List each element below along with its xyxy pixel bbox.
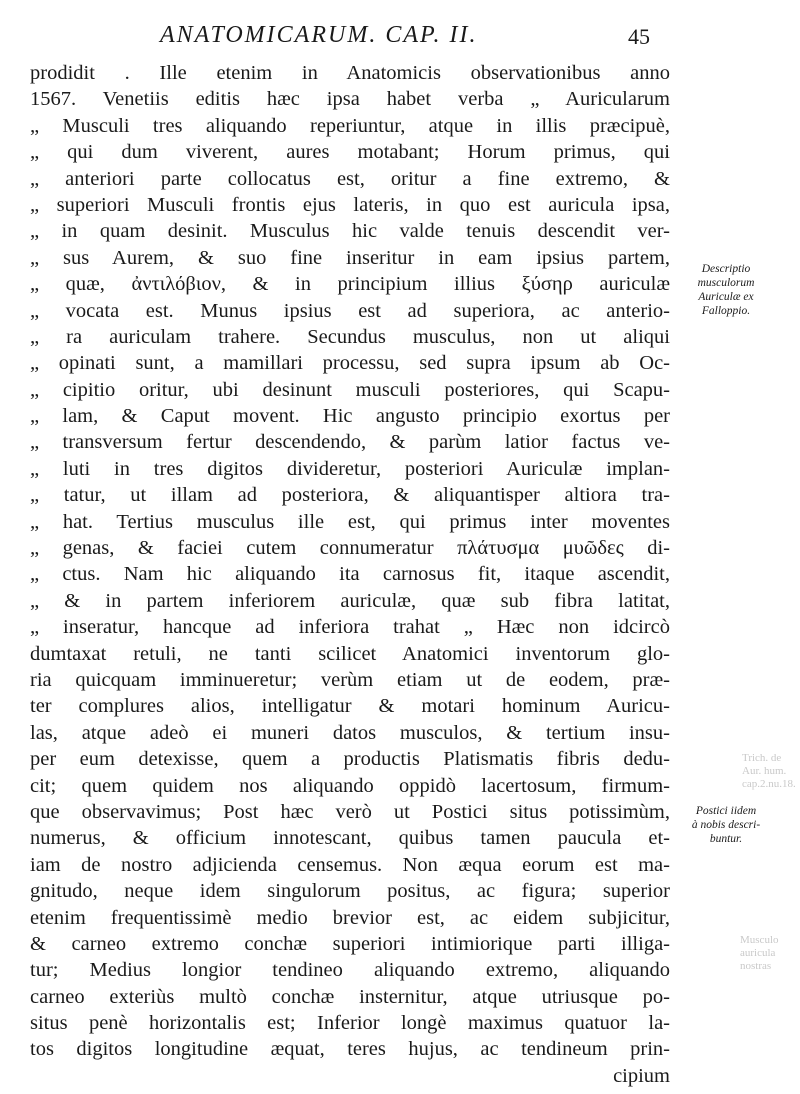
- text-line: „ hat. Tertius musculus ille est, qui primus inter moventes: [30, 510, 670, 533]
- text-line: cit; quem quidem nos aliquando oppidò lacertosum, firmum-: [30, 774, 670, 797]
- text-line: „ in quam desinit. Musculus hic valde tenuis descendit ver-: [30, 220, 670, 243]
- text-line: carneo exteriùs multò conchæ insternitur, atque utriusque po-: [30, 985, 670, 1008]
- text-line: „ opinati sunt, a mamillari processu, sed supra ipsum ab Oc-: [30, 352, 670, 375]
- text-line: „ inseratur, hancque ad inferiora trahat „ Hæc non idcircò: [30, 616, 670, 639]
- text-line: „ Musculi tres aliquando reperiuntur, atque in illis præcipuè,: [30, 114, 670, 137]
- text-line: „ transversum fertur descendendo, & parùm latior factus ve-: [30, 431, 670, 454]
- text-line: „ superiori Musculi frontis ejus lateris, in quo est auricula ipsa,: [30, 193, 670, 216]
- text-line: „ lam, & Caput movent. Hic angusto principio exortus per: [30, 405, 670, 428]
- margin-note-line: musculorum: [697, 277, 755, 289]
- text-line: las, atque adeò ei muneri datos musculos, & tertium insu-: [30, 721, 670, 744]
- text-line: cipium: [613, 1064, 670, 1087]
- text-line: ria quicquam imminueretur; verùm etiam ut de eodem, præ-: [30, 668, 670, 691]
- bleed-line: Trich. de: [742, 752, 782, 764]
- text-line: „ ra auriculam trahere. Secundus musculus, non ut aliqui: [30, 325, 670, 348]
- header-title: ANATOMICARUM. CAP. II.: [160, 22, 478, 48]
- text-line: que observavimus; Post hæc verò ut Postici situs potissimùm,: [30, 800, 670, 823]
- bleed-line: auricula: [740, 947, 776, 959]
- text-line: „ anteriori parte collocatus est, oritur a fine extremo, &: [30, 167, 670, 190]
- text-line: „ & in partem inferiorem auriculæ, quæ sub fibra latitat,: [30, 589, 670, 612]
- text-line: tur; Medius longior tendineo aliquando extremo, aliquando: [30, 959, 670, 982]
- text-line: „ ctus. Nam hic aliquando ita carnosus fit, itaque ascendit,: [30, 563, 670, 586]
- margin-note-line: à nobis descri-: [691, 819, 761, 831]
- running-header: [160, 22, 650, 54]
- margin-note-line: Falloppio.: [701, 305, 751, 317]
- main-text-block: [30, 60, 670, 1089]
- bleed-line: Musculo: [740, 934, 779, 946]
- text-line: iam de nostro adjicienda censemus. Non æqua eorum est ma-: [30, 853, 670, 876]
- bleed-through-text-top: [742, 752, 796, 791]
- margin-note-line: Descriptio: [701, 263, 751, 275]
- text-line: „ genas, & faciei cutem connumeratur πλάτυσμα μυῶδες di-: [30, 537, 670, 560]
- bleed-line: Aur. hum.: [742, 765, 787, 777]
- text-line: etenim frequentissimè medio brevior est, ac eidem subjicitur,: [30, 906, 670, 929]
- text-line: „ tatur, ut illam ad posteriora, & aliquantisper altiora tra-: [30, 484, 670, 507]
- text-line: & carneo extremo conchæ superiori intimiorique parti illiga-: [30, 932, 670, 955]
- text-line: „ cipitio oritur, ubi desinunt musculi posteriores, qui Scapu-: [30, 378, 670, 401]
- text-line: 1567. Venetiis editis hæc ipsa habet verba „ Auricularum: [30, 88, 670, 111]
- text-line: numerus, & officium innotescant, quibus tamen paucula et-: [30, 827, 670, 850]
- bleed-line: cap.2.nu.18.: [742, 778, 796, 790]
- margin-note-line: Postici iidem: [695, 805, 757, 817]
- text-line: prodidit . Ille etenim in Anatomicis observationibus anno: [30, 62, 670, 84]
- text-line: „ quæ, ἀντιλόβιον, & in principium illius ξύσηρ auriculæ: [30, 273, 670, 296]
- text-line: situs penè horizontalis est; Inferior longè maximus quatuor la-: [30, 1012, 670, 1035]
- text-line: ter complures alios, intelligatur & motari hominum Auricu-: [30, 695, 670, 718]
- text-line: „ luti in tres digitos divideretur, posteriori Auriculæ implan-: [30, 457, 670, 480]
- margin-note-line: buntur.: [709, 833, 743, 845]
- margin-note-description: [676, 262, 776, 318]
- text-line: dumtaxat retuli, ne tanti scilicet Anatomici inventorum glo-: [30, 642, 670, 665]
- margin-note-line: Auriculæ ex: [698, 291, 754, 303]
- bleed-line: nostras: [740, 960, 772, 972]
- text-line: „ qui dum viverent, aures motabant; Horum primus, qui: [30, 141, 670, 164]
- text-line: gnitudo, neque idem singulorum positus, ac figura; superior: [30, 880, 670, 903]
- page-number: 45: [628, 24, 650, 49]
- text-line: „ vocata est. Munus ipsius est ad superiora, ac anterio-: [30, 299, 670, 322]
- margin-note-postici: [676, 804, 776, 846]
- bleed-through-text-bottom: [740, 934, 779, 973]
- text-line: tos digitos longitudine æquat, teres hujus, ac tendineum prin-: [30, 1038, 670, 1061]
- text-line: per eum detexisse, quem a productis Platismatis fibris dedu-: [30, 748, 670, 771]
- text-line: „ sus Aurem, & suo fine inseritur in eam ipsius partem,: [30, 246, 670, 269]
